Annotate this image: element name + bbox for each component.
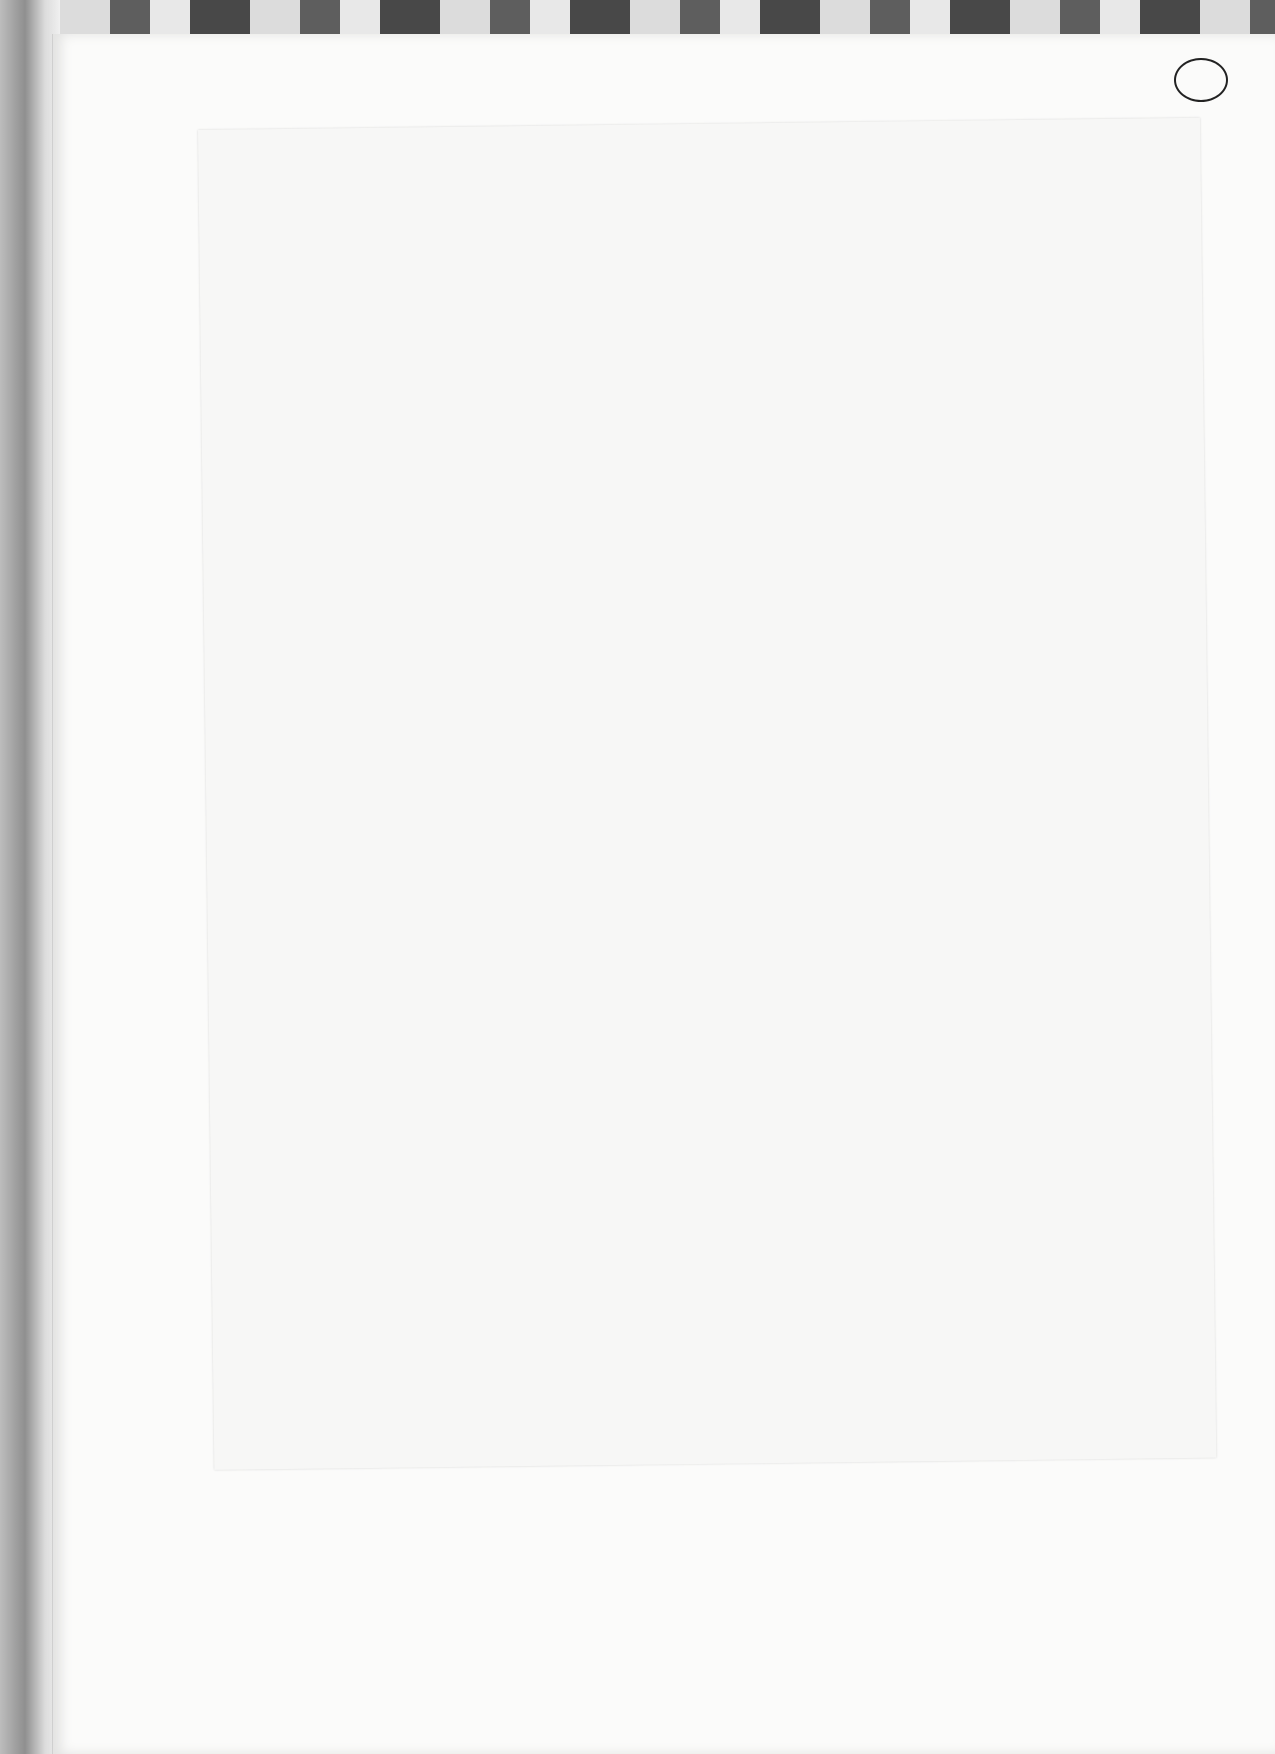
- scan-edge-left: [0, 0, 60, 1754]
- article-title: [218, 140, 1188, 152]
- dive-log-paragraph: [219, 160, 1189, 172]
- page-number: [1174, 58, 1228, 102]
- pasted-printout: [198, 118, 1216, 1470]
- intro-paragraph: [218, 158, 1188, 170]
- scan-edge-top: [0, 0, 1275, 34]
- carry-paragraph: [218, 158, 1188, 170]
- article-body: [218, 140, 1188, 172]
- dive-date: [219, 160, 1189, 172]
